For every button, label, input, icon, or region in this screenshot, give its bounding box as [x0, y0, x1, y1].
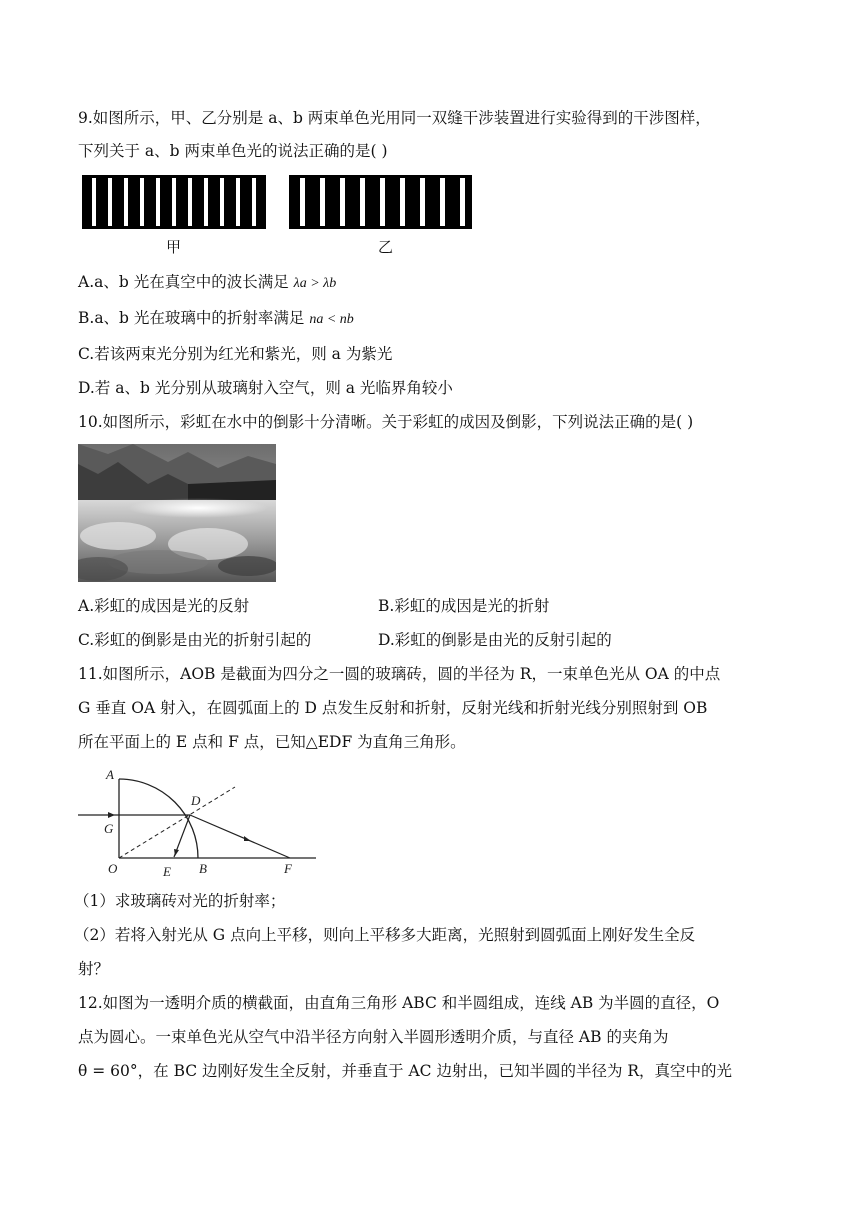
q9-option-a [78, 272, 336, 294]
fringe-pattern-jia [82, 175, 266, 229]
label-g: G [104, 821, 114, 836]
q9-option-a-text: A.a、b 光在真空中的波长满足 [78, 273, 289, 291]
q11-sub2-line1: （2）若将入射光从 G 点向上平移，则向上平移多大距离，光照射到圆弧面上刚好发生全反 [74, 926, 696, 944]
label-yi: 乙 [378, 238, 394, 256]
label-jia: 甲 [166, 238, 182, 256]
q10-option-d: D.彩虹的倒影是由光的反射引起的 [378, 631, 612, 649]
q9-option-a-formula: λa > λb [293, 276, 337, 291]
q9-option-c: C.若该两束光分别为红光和紫光，则 a 为紫光 [78, 345, 393, 363]
q9-option-b-formula: na < nb [309, 312, 354, 327]
q12-stem-line3: θ = 60°，在 BC 边刚好发生全反射，并垂直于 AC 边射出，已知半圆的半径为 R，真空中的光 [78, 1062, 733, 1080]
quarter-circle-diagram [78, 765, 328, 880]
q11-stem-line1: 11.如图所示，AOB 是截面为四分之一圆的玻璃砖，圆的半径为 R，一束单色光从 OA 的中点 [78, 665, 721, 683]
q11-stem-line2: G 垂直 OA 射入，在圆弧面上的 D 点发生反射和折射，反射光线和折射光线分别照射到 OB [78, 699, 708, 717]
q10-option-c: C.彩虹的倒影是由光的折射引起的 [78, 631, 312, 649]
label-b: B [199, 861, 207, 876]
q11-sub1: （1）求玻璃砖对光的折射率； [74, 892, 286, 910]
label-o: O [108, 861, 118, 876]
q9-stem-line2: 下列关于 a、b 两束单色光的说法正确的是( ) [78, 142, 388, 160]
q10-option-a: A.彩虹的成因是光的反射 [78, 597, 250, 615]
q9-option-b [78, 308, 354, 330]
q9-option-b-text: B.a、b 光在玻璃中的折射率满足 [78, 309, 305, 327]
q11-sub2-line2: 射？ [78, 960, 110, 978]
label-f: F [284, 861, 292, 876]
rainbow-reflection-photo [78, 444, 276, 582]
label-d: D [191, 793, 201, 808]
q12-stem-line1: 12.如图为一透明介质的横截面，由直角三角形 ABC 和半圆组成，连线 AB 为半圆的直径，O [78, 994, 720, 1012]
q10-option-b: B.彩虹的成因是光的折射 [378, 597, 550, 615]
q9-option-d: D.若 a、b 光分别从玻璃射入空气，则 a 光临界角较小 [78, 379, 453, 397]
label-a: A [106, 767, 114, 782]
q11-stem-line3: 所在平面上的 E 点和 F 点，已知△EDF 为直角三角形。 [78, 733, 466, 751]
q12-stem-line2: 点为圆心。一束单色光从空气中沿半径方向射入半圆形透明介质，与直径 AB 的夹角为 [78, 1028, 669, 1046]
q10-stem: 10.如图所示，彩虹在水中的倒影十分清晰。关于彩虹的成因及倒影，下列说法正确的是( ) [78, 413, 694, 431]
q9-stem-line1: 9.如图所示，甲、乙分别是 a、b 两束单色光用同一双缝干涉装置进行实验得到的干涉图样， [78, 109, 711, 127]
label-e: E [163, 864, 171, 879]
fringe-pattern-yi [289, 175, 472, 229]
